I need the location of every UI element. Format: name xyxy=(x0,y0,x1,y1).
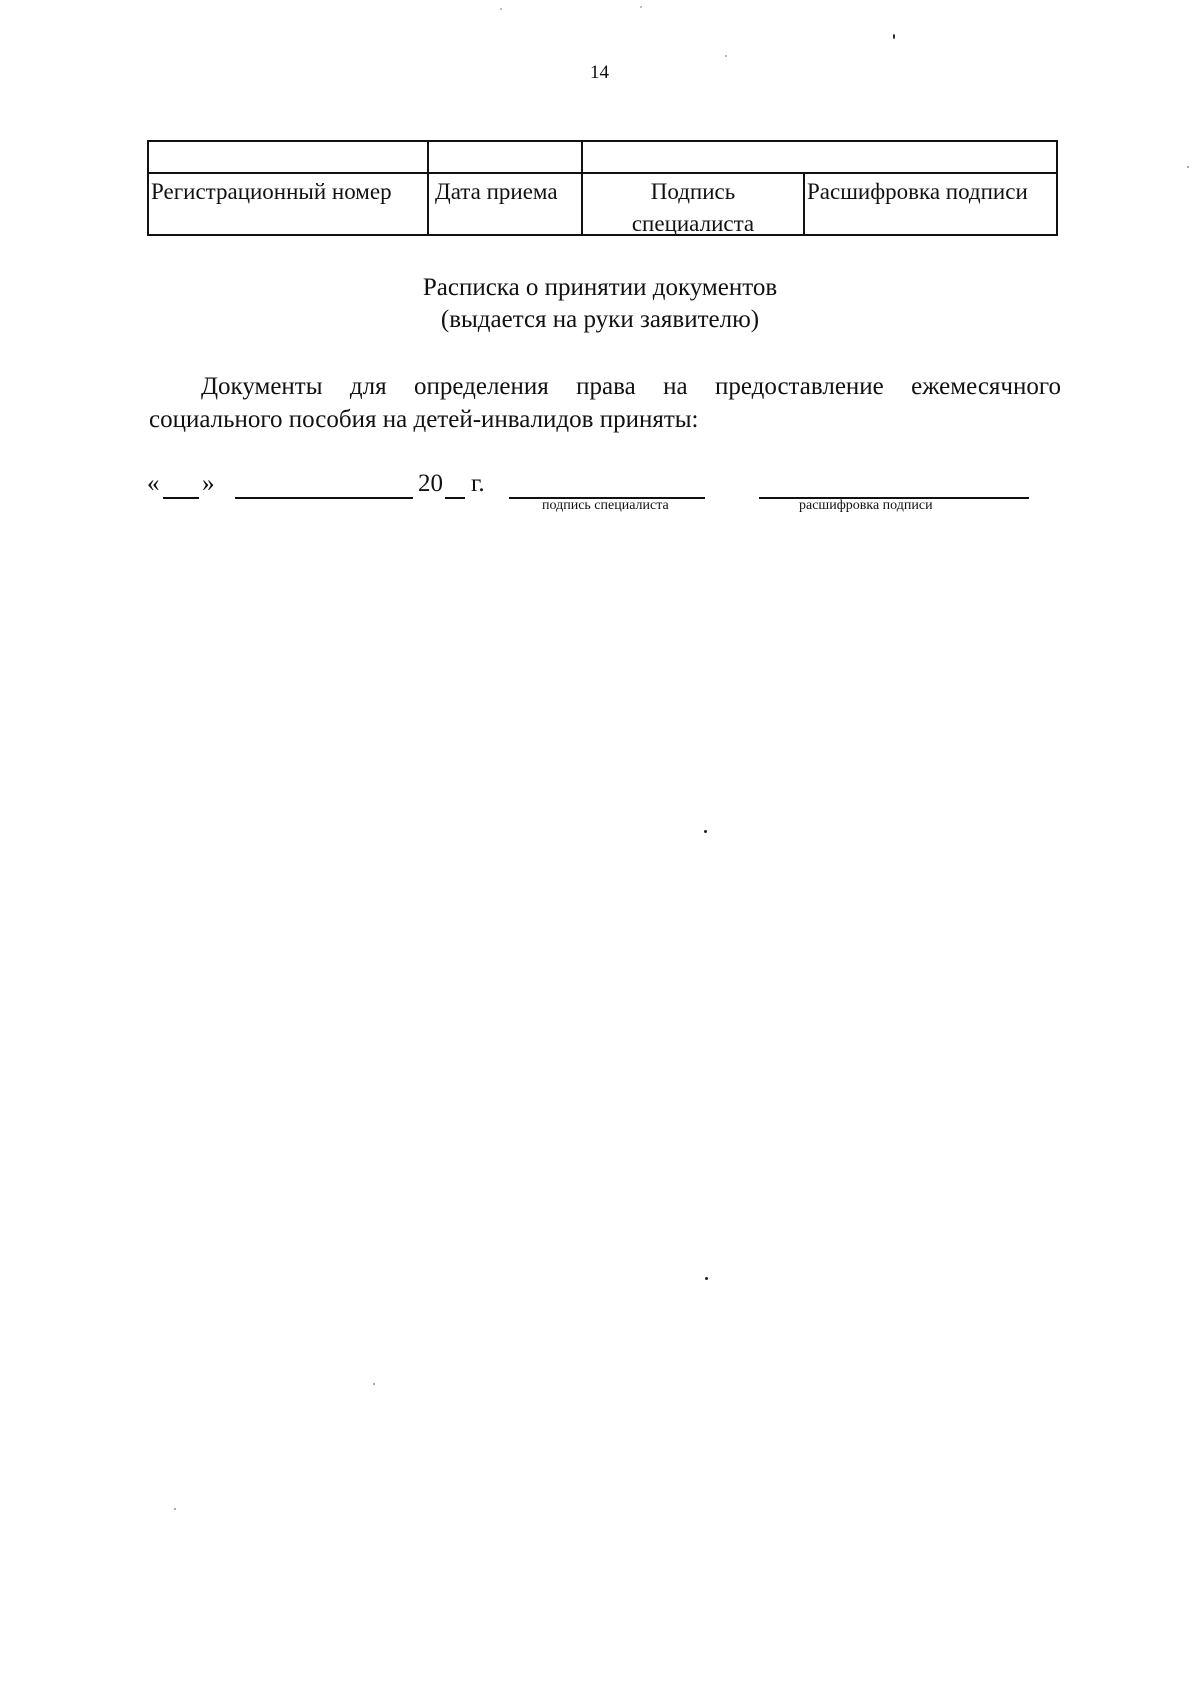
signature-decoding-caption: расшифровка подписи xyxy=(799,498,933,513)
header-date-received: Дата приема xyxy=(435,179,558,204)
specialist-signature-caption: подпись специалиста xyxy=(542,498,669,513)
receipt-body: Документы для определения права на предоставление ежемесячного социального пособия на детей-инвалидов приняты: xyxy=(149,373,1061,433)
table-divider xyxy=(427,142,429,234)
receipt-subtitle: (выдается на руки заявителю) xyxy=(440,306,760,333)
scan-speck xyxy=(704,830,707,833)
page-number: 14 xyxy=(590,62,609,83)
scan-speck xyxy=(174,1508,176,1510)
open-quote: « xyxy=(147,470,160,497)
header-signature-decoding: Расшифровка подписи xyxy=(807,179,1028,204)
day-blank xyxy=(163,497,199,499)
scan-speck xyxy=(500,8,502,10)
scan-speck xyxy=(1187,166,1189,168)
scan-speck xyxy=(640,6,642,8)
year-suffix: г. xyxy=(471,470,485,497)
header-specialist-signature-line2: специалиста xyxy=(631,211,755,236)
registration-table xyxy=(147,140,1058,236)
month-blank xyxy=(235,497,413,499)
table-divider xyxy=(803,172,805,234)
header-specialist-signature xyxy=(583,176,803,240)
date-signature-row xyxy=(147,470,1067,520)
header-registration-number: Регистрационный номер xyxy=(151,179,392,204)
scan-speck xyxy=(725,55,727,57)
header-specialist-signature-line1: Подпись xyxy=(650,179,736,204)
scan-speck xyxy=(705,1277,708,1280)
scan-speck xyxy=(373,1383,375,1385)
table-empty-row xyxy=(149,142,1056,174)
year-prefix: 20 xyxy=(418,470,443,497)
receipt-title: Расписка о принятии документов xyxy=(422,274,778,301)
close-quote: » xyxy=(202,470,215,497)
year-blank xyxy=(445,497,465,499)
scan-speck xyxy=(893,34,895,39)
